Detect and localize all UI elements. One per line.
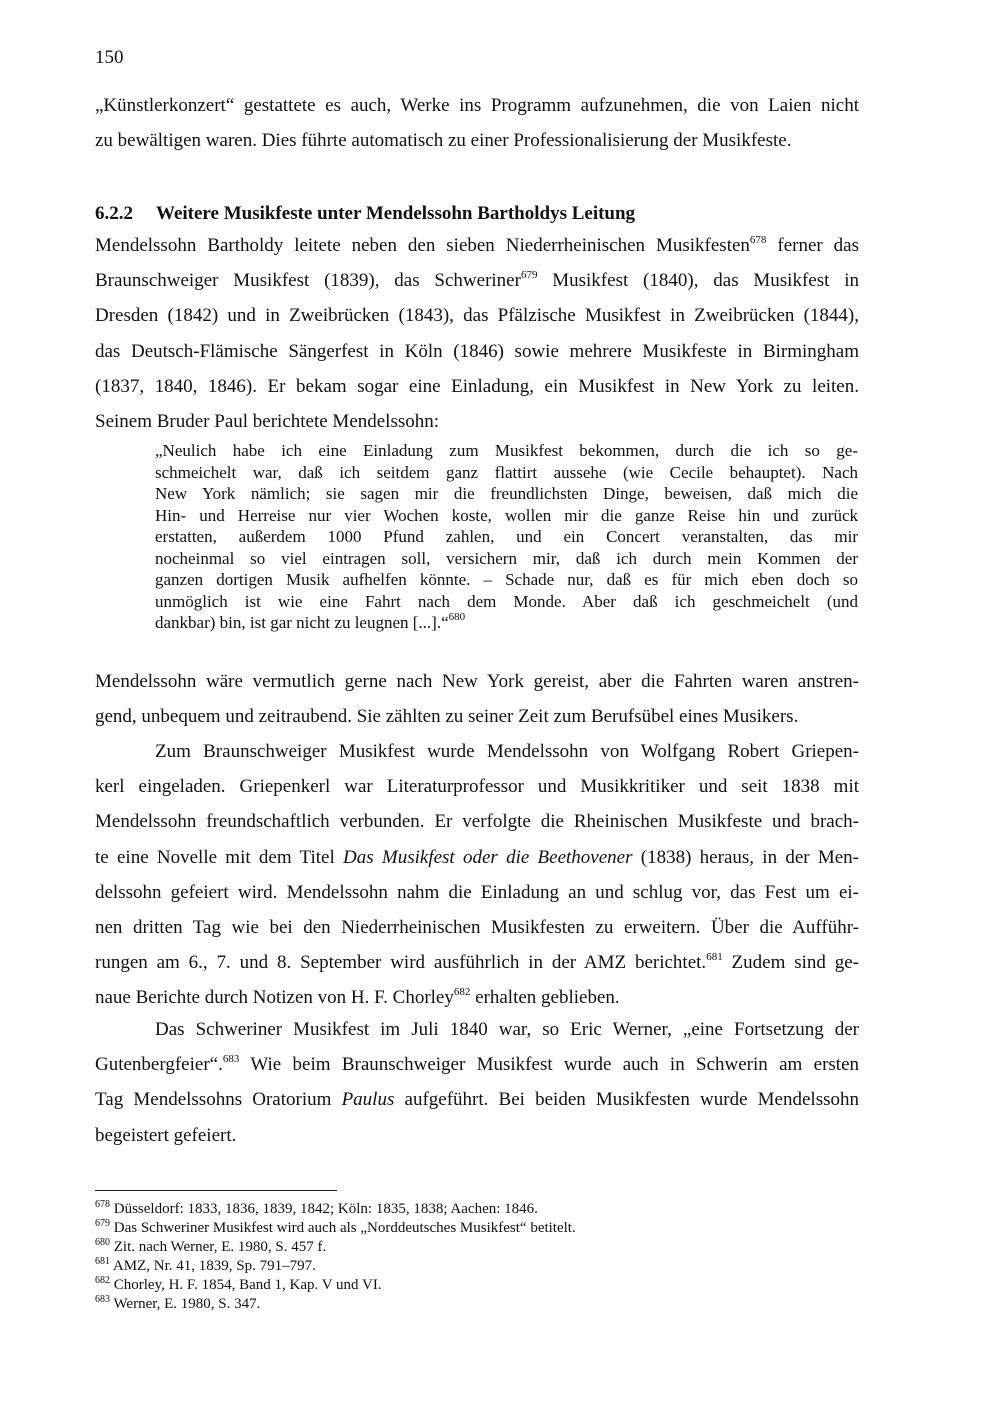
quote-line: Hin- und Herreise nur vier Wochen koste, wollen mir die ganze Reise hin und zurück	[155, 505, 858, 525]
text-line: das Deutsch-Flämische Sängerfest in Köln (1846) sowie mehrere Musikfeste in Birmingham	[95, 340, 859, 362]
text-line: (1837, 1840, 1846). Er bekam sogar eine Einladung, ein Musikfest in New York zu leiten.	[95, 375, 859, 397]
text-line: „Künstlerkonzert“ gestattete es auch, Werke ins Programm aufzunehmen, die von Laien nicht	[95, 95, 859, 116]
quote-line: unmöglich ist wie eine Fahrt nach dem Monde. Aber daß ich geschmeichelt (und	[155, 591, 858, 611]
quote-line: „Neulich habe ich eine Einladung zum Musikfest bekommen, durch die ich so ge-	[155, 441, 858, 460]
paragraph-intro	[95, 88, 859, 158]
text-line: Tag Mendelssohns Oratorium Paulus aufgeführt. Bei beiden Musikfesten wurde Mendelssohn	[95, 1089, 859, 1111]
text-line: kerl eingeladen. Griepenkerl war Literaturprofessor und Musikkritiker und seit 1838 mit	[95, 776, 859, 798]
text-line: Braunschweiger Musikfest (1839), das Schweriner$^{679}$ Musikfest (1840), das Musikfest in	[95, 269, 859, 292]
text-line: Dresden (1842) und in Zweibrücken (1843), das Pfälzische Musikfest in Zweibrücken (1844),	[95, 305, 859, 327]
paragraph-schwerin	[95, 1012, 859, 1153]
page-number: 150	[95, 47, 124, 68]
section-title: Weitere Musikfeste unter Mendelssohn Bartholdys Leitung	[156, 203, 636, 224]
text-line: Das Schweriner Musikfest im Juli 1840 war, so Eric Werner, „eine Fortsetzung der	[155, 1019, 859, 1040]
footnote: $^{682}$ Chorley, H. F. 1854, Band 1, Kap. V und VI.	[95, 1275, 382, 1293]
text-line: Gutenbergfeier“.$^{683}$ Wie beim Braunschweiger Musikfest wurde auch in Schwerin am ersten	[95, 1053, 859, 1076]
footnote-ref: 679	[520, 269, 538, 282]
section-number: 6.2.2	[95, 203, 133, 224]
footnote-ref: 683	[222, 1053, 240, 1066]
text-line: rungen am 6., 7. und 8. September wird ausführlich in der AMZ berichtet.$^{681}$ Zudem sind ge-	[95, 951, 859, 974]
footnote-ref: 678	[749, 234, 767, 246]
text-line: begeistert gefeiert.	[95, 1124, 237, 1146]
footnote-ref: 682	[453, 986, 471, 999]
footnote-ref: 680	[448, 611, 466, 623]
text-line: Zum Braunschweiger Musikfest wurde Mendelssohn von Wolfgang Robert Griepen-	[155, 741, 859, 762]
block-quote	[155, 440, 858, 634]
footnote-ref: 681	[706, 951, 723, 964]
paragraph-overview	[95, 228, 859, 439]
quote-line: erstatten, außerdem 1000 Pfund zahlen, und ein Concert veranstalten, das mir	[155, 527, 858, 546]
text-line: te eine Novelle mit dem Titel Das Musikfest oder die Beethovener (1838) heraus, in der Men-	[95, 846, 860, 868]
quote-line: nocheinmal so viel eintragen soll, versichern mir, daß ich durch mein Kommen der	[155, 548, 858, 568]
footnote: $^{681}$ AMZ, Nr. 41, 1839, Sp. 791–797.	[95, 1256, 316, 1274]
footnote: $^{683}$ Werner, E. 1980, S. 347.	[95, 1294, 261, 1312]
text-line: gend, unbequem und zeitraubend. Sie zählten zu seiner Zeit zum Berufsübel eines Musikers.	[95, 706, 799, 728]
text-line: delssohn gefeiert wird. Mendelssohn nahm die Einladung an und schlug vor, das Fest um ei-	[95, 881, 859, 903]
paragraph-braunschweig	[95, 734, 859, 1016]
text-line: zu bewältigen waren. Dies führte automatisch zu einer Professionalisierung der Musikfeste.	[95, 130, 792, 152]
section-heading	[95, 196, 635, 231]
quote-line: ganzen dortigen Musik aufhelfen könnte. – Schade nur, daß es für mich eben doch so	[155, 570, 858, 589]
quote-line: schmeichelt war, daß ich seitdem ganz flattirt aussehe (wie Cecile behauptet). Nach	[155, 462, 858, 482]
quote-line: New York nämlich; sie sagen mir die freundlichsten Dinge, beweisen, daß mich die	[155, 484, 858, 503]
footnote: $^{679}$ Das Schweriner Musikfest wird auch als „Norddeutsches Musikfest“ betitelt.	[95, 1218, 576, 1236]
footnote: $^{678}$ Düsseldorf: 1833, 1836, 1839, 1842; Köln: 1835, 1838; Aachen: 1846.	[95, 1199, 538, 1217]
paragraph-new-york	[95, 664, 859, 734]
text-line: Mendelssohn freundschaftlich verbunden. Er verfolgte die Rheinischen Musikfeste und brach-	[95, 811, 859, 833]
footnote: $^{680}$ Zit. nach Werner, E. 1980, S. 457 f.	[95, 1237, 327, 1255]
text-line: nen dritten Tag wie bei den Niederrheinischen Musikfesten zu erweitern. Über die Aufführ-	[95, 917, 859, 939]
text-line: Seinem Bruder Paul berichtete Mendelssohn:	[95, 411, 440, 433]
oratorio-title: Paulus	[341, 1089, 395, 1111]
footnote-separator	[95, 1190, 337, 1191]
text-line: Mendelssohn wäre vermutlich gerne nach New York gereist, aber die Fahrten waren anstren-	[95, 671, 859, 692]
text-line: Mendelssohn Bartholdy leitete neben den sieben Niederrheinischen Musikfesten$^{678}$ ferner das	[95, 234, 859, 256]
quote-line: dankbar) bin, ist gar nicht zu leugnen [...].“$^{680}$	[155, 611, 466, 632]
novel-title: Das Musikfest oder die Beethovener	[343, 846, 633, 868]
text-line: naue Berichte durch Notizen von H. F. Chorley$^{682}$ erhalten geblieben.	[95, 986, 620, 1009]
